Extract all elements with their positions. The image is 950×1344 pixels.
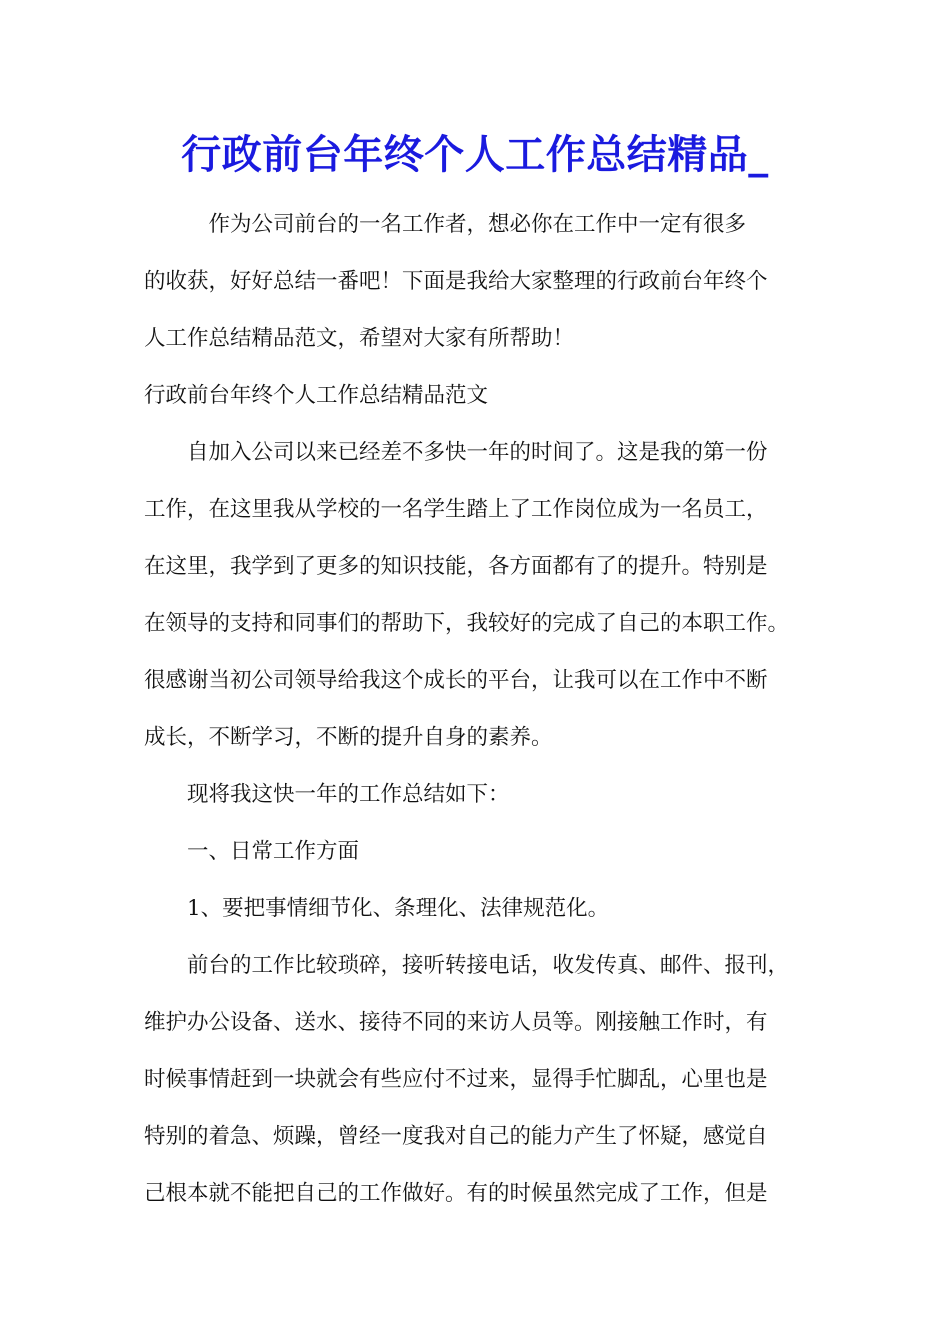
document-title: 行政前台年终个人工作总结精品_: [181, 131, 769, 178]
paragraph-line: 成长，不断学习，不断的提升自身的素养。: [144, 725, 553, 750]
paragraph-line: 特别的着急、烦躁，曾经一度我对自己的能力产生了怀疑，感觉自: [144, 1124, 768, 1149]
section-heading: 行政前台年终个人工作总结精品范文: [144, 383, 489, 408]
paragraph-line: 的收获，好好总结一番吧！下面是我给大家整理的行政前台年终个: [144, 269, 768, 294]
paragraph-line: 维护办公设备、送水、接待不同的来访人员等。刚接触工作时，有: [144, 1010, 768, 1035]
paragraph-line: 自加入公司以来已经差不多快一年的时间了。这是我的第一份: [144, 440, 768, 465]
paragraph-line: 现将我这快一年的工作总结如下：: [144, 782, 510, 807]
paragraph-line: 作为公司前台的一名工作者，想必你在工作中一定有很多: [144, 212, 747, 237]
paragraph-line: 在领导的支持和同事们的帮助下，我较好的完成了自己的本职工作。: [144, 611, 790, 636]
paragraph-line: 前台的工作比较琐碎，接听转接电话，收发传真、邮件、报刊，: [144, 953, 790, 978]
paragraph-line: 工作，在这里我从学校的一名学生踏上了工作岗位成为一名员工，: [144, 497, 768, 522]
section-heading: 一、日常工作方面: [144, 839, 360, 864]
paragraph-line: 己根本就不能把自己的工作做好。有的时候虽然完成了工作，但是: [144, 1181, 768, 1206]
paragraph-line: 人工作总结精品范文，希望对大家有所帮助！: [144, 326, 575, 351]
paragraph-line: 很感谢当初公司领导给我这个成长的平台，让我可以在工作中不断: [144, 668, 768, 693]
paragraph-line: 在这里，我学到了更多的知识技能，各方面都有了的提升。特别是: [144, 554, 768, 579]
paragraph-line: 时候事情赶到一块就会有些应付不过来，显得手忙脚乱，心里也是: [144, 1067, 768, 1092]
subsection-heading: 1、要把事情细节化、条理化、法律规范化。: [144, 896, 610, 921]
